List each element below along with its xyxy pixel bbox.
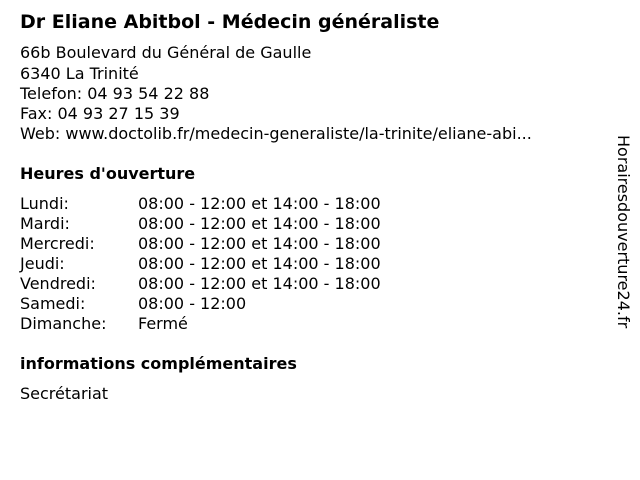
address-line-city: 6340 La Trinité <box>20 64 139 83</box>
hours-day-label: Lundi: <box>20 194 69 213</box>
hours-day-label: Mardi: <box>20 214 70 233</box>
hours-day-label: Jeudi: <box>20 254 65 273</box>
hours-time-value: Fermé <box>138 314 188 333</box>
hours-time-value: 08:00 - 12:00 et 14:00 - 18:00 <box>138 274 381 293</box>
web-link[interactable]: Web: www.doctolib.fr/medecin-generaliste/la-trinite/eliane-abi... <box>20 124 532 143</box>
hours-row-tuesday <box>20 214 381 234</box>
hours-time-value: 08:00 - 12:00 et 14:00 - 18:00 <box>138 254 381 273</box>
additional-info-text: Secrétariat <box>20 384 109 403</box>
fax-line: Fax: 04 93 27 15 39 <box>20 104 180 123</box>
hours-time-value: 08:00 - 12:00 et 14:00 - 18:00 <box>138 214 381 233</box>
hours-row-sunday <box>20 314 381 334</box>
hours-row-friday <box>20 274 381 294</box>
hours-day-label: Vendredi: <box>20 274 96 293</box>
hours-time-value: 08:00 - 12:00 et 14:00 - 18:00 <box>138 234 381 253</box>
hours-day-label: Mercredi: <box>20 234 95 253</box>
hours-row-monday <box>20 194 381 214</box>
page-title: Dr Eliane Abitbol - Médecin généraliste <box>20 11 440 33</box>
address-line-street: 66b Boulevard du Général de Gaulle <box>20 43 312 62</box>
site-watermark: Horairesdouverture24.fr <box>614 135 633 329</box>
hours-row-wednesday <box>20 234 381 254</box>
additional-info-heading: informations complémentaires <box>20 354 297 373</box>
hours-day-label: Samedi: <box>20 294 86 313</box>
opening-hours-heading: Heures d'ouverture <box>20 164 196 183</box>
opening-hours-table <box>20 194 381 334</box>
hours-time-value: 08:00 - 12:00 et 14:00 - 18:00 <box>138 194 381 213</box>
phone-line[interactable]: Telefon: 04 93 54 22 88 <box>20 84 210 103</box>
hours-time-value: 08:00 - 12:00 <box>138 294 247 313</box>
hours-day-label: Dimanche: <box>20 314 107 333</box>
hours-row-saturday <box>20 294 381 314</box>
hours-row-thursday <box>20 254 381 274</box>
